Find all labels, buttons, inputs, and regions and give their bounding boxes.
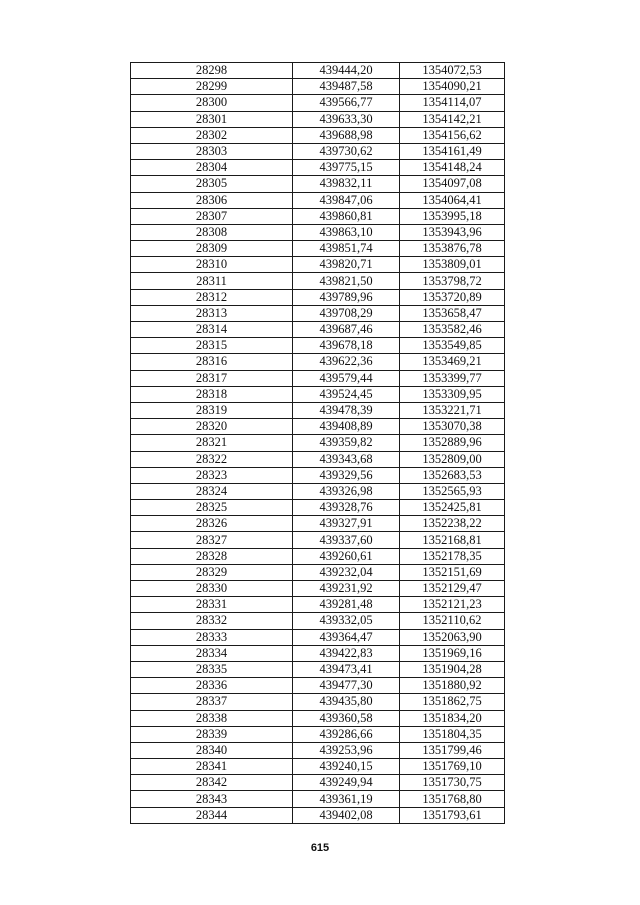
- point-number-cell: 28318: [131, 386, 293, 402]
- y-coordinate-cell: 1354148,24: [400, 160, 505, 176]
- x-coordinate-cell: 439477,30: [293, 678, 400, 694]
- y-coordinate-cell: 1352063,90: [400, 629, 505, 645]
- x-coordinate-cell: 439402,08: [293, 807, 400, 823]
- y-coordinate-cell: 1352168,81: [400, 532, 505, 548]
- table-row: [131, 322, 505, 338]
- point-number-cell: 28328: [131, 548, 293, 564]
- y-coordinate-cell: 1352425,81: [400, 500, 505, 516]
- x-coordinate-cell: 439337,60: [293, 532, 400, 548]
- coordinates-table-body: [131, 63, 505, 824]
- point-number-cell: 28312: [131, 289, 293, 305]
- table-row: [131, 111, 505, 127]
- point-number-cell: 28335: [131, 661, 293, 677]
- point-number-cell: 28337: [131, 694, 293, 710]
- point-number-cell: 28304: [131, 160, 293, 176]
- table-row: [131, 467, 505, 483]
- point-number-cell: 28341: [131, 759, 293, 775]
- x-coordinate-cell: 439240,15: [293, 759, 400, 775]
- y-coordinate-cell: 1353549,85: [400, 338, 505, 354]
- y-coordinate-cell: 1352889,96: [400, 435, 505, 451]
- y-coordinate-cell: 1352129,47: [400, 581, 505, 597]
- point-number-cell: 28310: [131, 257, 293, 273]
- table-row: [131, 370, 505, 386]
- page-number: 615: [310, 842, 330, 854]
- point-number-cell: 28311: [131, 273, 293, 289]
- table-row: [131, 63, 505, 79]
- x-coordinate-cell: 439343,68: [293, 451, 400, 467]
- y-coordinate-cell: 1352565,93: [400, 483, 505, 499]
- point-number-cell: 28343: [131, 791, 293, 807]
- x-coordinate-cell: 439231,92: [293, 581, 400, 597]
- x-coordinate-cell: 439360,58: [293, 710, 400, 726]
- table-row: [131, 759, 505, 775]
- table-row: [131, 678, 505, 694]
- y-coordinate-cell: 1354064,41: [400, 192, 505, 208]
- table-row: [131, 241, 505, 257]
- x-coordinate-cell: 439688,98: [293, 127, 400, 143]
- x-coordinate-cell: 439851,74: [293, 241, 400, 257]
- y-coordinate-cell: 1352151,69: [400, 564, 505, 580]
- table-row: [131, 661, 505, 677]
- table-row: [131, 451, 505, 467]
- point-number-cell: 28342: [131, 775, 293, 791]
- table-row: [131, 597, 505, 613]
- point-number-cell: 28308: [131, 224, 293, 240]
- x-coordinate-cell: 439775,15: [293, 160, 400, 176]
- y-coordinate-cell: 1352121,23: [400, 597, 505, 613]
- x-coordinate-cell: 439863,10: [293, 224, 400, 240]
- coordinates-table: [130, 62, 505, 824]
- point-number-cell: 28313: [131, 305, 293, 321]
- y-coordinate-cell: 1353399,77: [400, 370, 505, 386]
- y-coordinate-cell: 1352683,53: [400, 467, 505, 483]
- y-coordinate-cell: 1351880,92: [400, 678, 505, 694]
- y-coordinate-cell: 1353943,96: [400, 224, 505, 240]
- x-coordinate-cell: 439444,20: [293, 63, 400, 79]
- table-row: [131, 305, 505, 321]
- y-coordinate-cell: 1351969,16: [400, 645, 505, 661]
- x-coordinate-cell: 439847,06: [293, 192, 400, 208]
- point-number-cell: 28330: [131, 581, 293, 597]
- point-number-cell: 28315: [131, 338, 293, 354]
- point-number-cell: 28307: [131, 208, 293, 224]
- x-coordinate-cell: 439232,04: [293, 564, 400, 580]
- point-number-cell: 28321: [131, 435, 293, 451]
- y-coordinate-cell: 1351862,75: [400, 694, 505, 710]
- point-number-cell: 28298: [131, 63, 293, 79]
- table-row: [131, 127, 505, 143]
- x-coordinate-cell: 439687,46: [293, 322, 400, 338]
- table-row: [131, 548, 505, 564]
- x-coordinate-cell: 439622,36: [293, 354, 400, 370]
- y-coordinate-cell: 1353658,47: [400, 305, 505, 321]
- y-coordinate-cell: 1353809,01: [400, 257, 505, 273]
- x-coordinate-cell: 439361,19: [293, 791, 400, 807]
- table-row: [131, 435, 505, 451]
- table-row: [131, 564, 505, 580]
- point-number-cell: 28314: [131, 322, 293, 338]
- y-coordinate-cell: 1354156,62: [400, 127, 505, 143]
- point-number-cell: 28325: [131, 500, 293, 516]
- point-number-cell: 28340: [131, 742, 293, 758]
- y-coordinate-cell: 1353469,21: [400, 354, 505, 370]
- table-row: [131, 79, 505, 95]
- x-coordinate-cell: 439329,56: [293, 467, 400, 483]
- x-coordinate-cell: 439435,80: [293, 694, 400, 710]
- x-coordinate-cell: 439633,30: [293, 111, 400, 127]
- point-number-cell: 28334: [131, 645, 293, 661]
- x-coordinate-cell: 439708,29: [293, 305, 400, 321]
- x-coordinate-cell: 439281,48: [293, 597, 400, 613]
- y-coordinate-cell: 1351730,75: [400, 775, 505, 791]
- table-row: [131, 257, 505, 273]
- x-coordinate-cell: 439253,96: [293, 742, 400, 758]
- x-coordinate-cell: 439860,81: [293, 208, 400, 224]
- table-row: [131, 613, 505, 629]
- point-number-cell: 28336: [131, 678, 293, 694]
- table-row: [131, 289, 505, 305]
- table-row: [131, 742, 505, 758]
- y-coordinate-cell: 1354072,53: [400, 63, 505, 79]
- x-coordinate-cell: 439359,82: [293, 435, 400, 451]
- table-row: [131, 694, 505, 710]
- y-coordinate-cell: 1351769,10: [400, 759, 505, 775]
- x-coordinate-cell: 439730,62: [293, 143, 400, 159]
- table-row: [131, 224, 505, 240]
- x-coordinate-cell: 439422,83: [293, 645, 400, 661]
- x-coordinate-cell: 439364,47: [293, 629, 400, 645]
- y-coordinate-cell: 1351834,20: [400, 710, 505, 726]
- table-row: [131, 726, 505, 742]
- point-number-cell: 28302: [131, 127, 293, 143]
- point-number-cell: 28309: [131, 241, 293, 257]
- table-row: [131, 143, 505, 159]
- x-coordinate-cell: 439473,41: [293, 661, 400, 677]
- point-number-cell: 28306: [131, 192, 293, 208]
- point-number-cell: 28332: [131, 613, 293, 629]
- y-coordinate-cell: 1352809,00: [400, 451, 505, 467]
- y-coordinate-cell: 1353070,38: [400, 419, 505, 435]
- x-coordinate-cell: 439332,05: [293, 613, 400, 629]
- table-row: [131, 419, 505, 435]
- point-number-cell: 28320: [131, 419, 293, 435]
- y-coordinate-cell: 1352178,35: [400, 548, 505, 564]
- y-coordinate-cell: 1351768,80: [400, 791, 505, 807]
- y-coordinate-cell: 1353876,78: [400, 241, 505, 257]
- x-coordinate-cell: 439579,44: [293, 370, 400, 386]
- point-number-cell: 28329: [131, 564, 293, 580]
- y-coordinate-cell: 1353582,46: [400, 322, 505, 338]
- table-row: [131, 192, 505, 208]
- table-row: [131, 581, 505, 597]
- x-coordinate-cell: 439328,76: [293, 500, 400, 516]
- x-coordinate-cell: 439820,71: [293, 257, 400, 273]
- x-coordinate-cell: 439832,11: [293, 176, 400, 192]
- table-row: [131, 386, 505, 402]
- y-coordinate-cell: 1353995,18: [400, 208, 505, 224]
- table-row: [131, 645, 505, 661]
- y-coordinate-cell: 1351904,28: [400, 661, 505, 677]
- point-number-cell: 28300: [131, 95, 293, 111]
- point-number-cell: 28344: [131, 807, 293, 823]
- x-coordinate-cell: 439487,58: [293, 79, 400, 95]
- table-row: [131, 483, 505, 499]
- point-number-cell: 28327: [131, 532, 293, 548]
- table-row: [131, 516, 505, 532]
- point-number-cell: 28331: [131, 597, 293, 613]
- x-coordinate-cell: 439327,91: [293, 516, 400, 532]
- table-row: [131, 273, 505, 289]
- y-coordinate-cell: 1354161,49: [400, 143, 505, 159]
- point-number-cell: 28316: [131, 354, 293, 370]
- table-row: [131, 176, 505, 192]
- point-number-cell: 28305: [131, 176, 293, 192]
- x-coordinate-cell: 439249,94: [293, 775, 400, 791]
- point-number-cell: 28323: [131, 467, 293, 483]
- point-number-cell: 28324: [131, 483, 293, 499]
- x-coordinate-cell: 439789,96: [293, 289, 400, 305]
- y-coordinate-cell: 1352238,22: [400, 516, 505, 532]
- table-row: [131, 532, 505, 548]
- y-coordinate-cell: 1354142,21: [400, 111, 505, 127]
- y-coordinate-cell: 1351799,46: [400, 742, 505, 758]
- table-row: [131, 791, 505, 807]
- y-coordinate-cell: 1354090,21: [400, 79, 505, 95]
- x-coordinate-cell: 439678,18: [293, 338, 400, 354]
- table-row: [131, 629, 505, 645]
- x-coordinate-cell: 439260,61: [293, 548, 400, 564]
- table-row: [131, 338, 505, 354]
- table-row: [131, 354, 505, 370]
- x-coordinate-cell: 439524,45: [293, 386, 400, 402]
- x-coordinate-cell: 439566,77: [293, 95, 400, 111]
- table-row: [131, 208, 505, 224]
- point-number-cell: 28303: [131, 143, 293, 159]
- y-coordinate-cell: 1353798,72: [400, 273, 505, 289]
- table-row: [131, 402, 505, 418]
- point-number-cell: 28339: [131, 726, 293, 742]
- y-coordinate-cell: 1352110,62: [400, 613, 505, 629]
- point-number-cell: 28299: [131, 79, 293, 95]
- x-coordinate-cell: 439821,50: [293, 273, 400, 289]
- table-row: [131, 95, 505, 111]
- point-number-cell: 28326: [131, 516, 293, 532]
- point-number-cell: 28317: [131, 370, 293, 386]
- y-coordinate-cell: 1354097,08: [400, 176, 505, 192]
- y-coordinate-cell: 1353720,89: [400, 289, 505, 305]
- point-number-cell: 28333: [131, 629, 293, 645]
- point-number-cell: 28301: [131, 111, 293, 127]
- table-row: [131, 775, 505, 791]
- table-row: [131, 807, 505, 823]
- y-coordinate-cell: 1354114,07: [400, 95, 505, 111]
- point-number-cell: 28322: [131, 451, 293, 467]
- y-coordinate-cell: 1351804,35: [400, 726, 505, 742]
- x-coordinate-cell: 439286,66: [293, 726, 400, 742]
- table-row: [131, 500, 505, 516]
- table-row: [131, 160, 505, 176]
- y-coordinate-cell: 1351793,61: [400, 807, 505, 823]
- x-coordinate-cell: 439478,39: [293, 402, 400, 418]
- y-coordinate-cell: 1353221,71: [400, 402, 505, 418]
- table-row: [131, 710, 505, 726]
- point-number-cell: 28319: [131, 402, 293, 418]
- x-coordinate-cell: 439408,89: [293, 419, 400, 435]
- x-coordinate-cell: 439326,98: [293, 483, 400, 499]
- point-number-cell: 28338: [131, 710, 293, 726]
- y-coordinate-cell: 1353309,95: [400, 386, 505, 402]
